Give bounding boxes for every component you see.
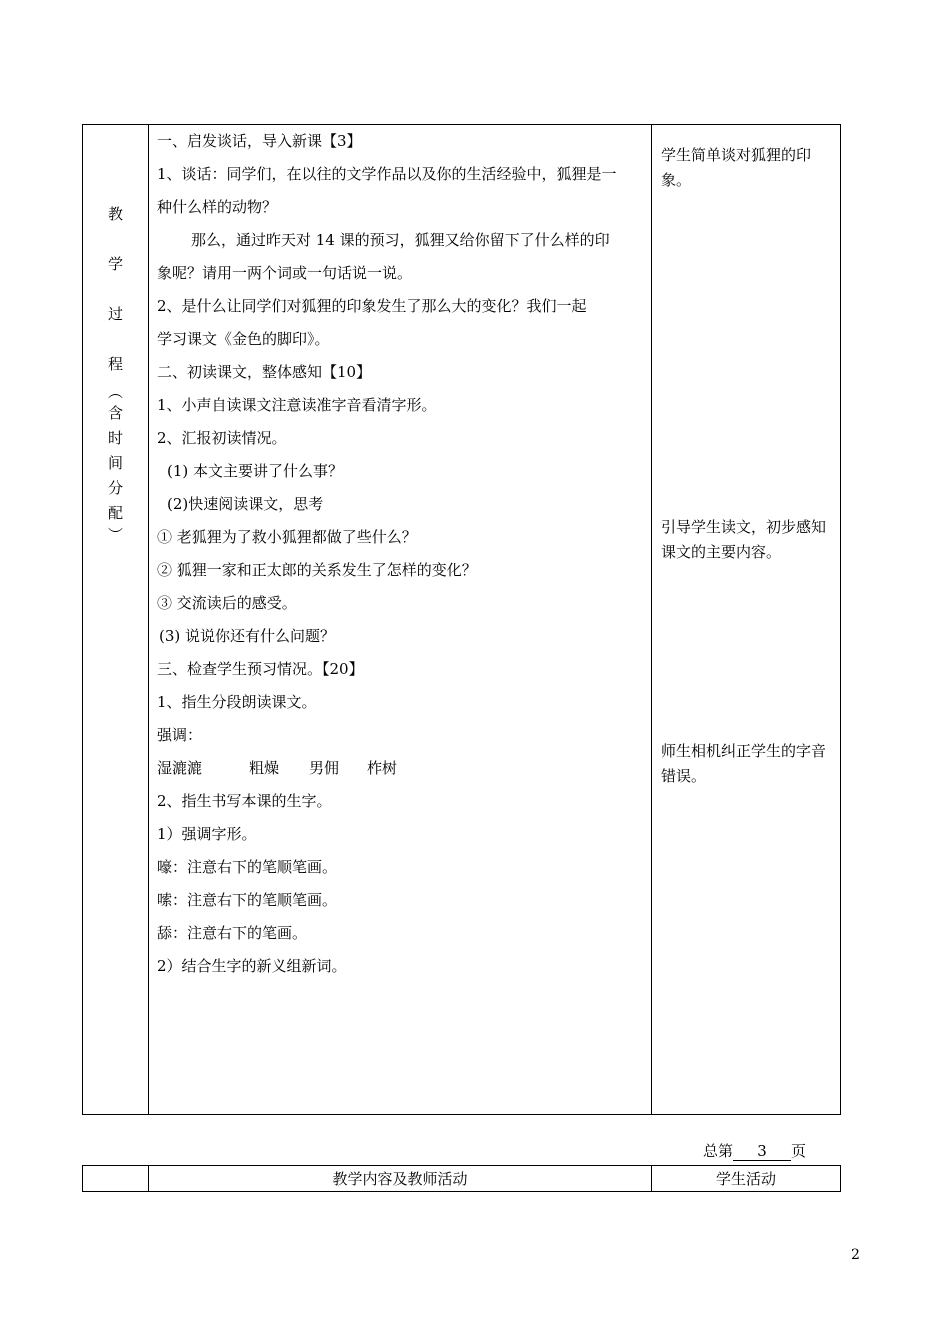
label-sub-char: 间	[107, 454, 123, 472]
label-sub-char: 时	[107, 429, 123, 447]
page-count-number: 3	[733, 1141, 791, 1161]
content-line: 一、启发谈话，导入新课【3】	[157, 132, 362, 150]
label-char: 学	[107, 255, 123, 273]
column-divider	[148, 125, 149, 1114]
label-char: 教	[107, 205, 123, 223]
content-line: (3) 说说你还有什么问题？	[159, 627, 336, 645]
section-label	[83, 197, 148, 544]
content-line: 象呢？请用一两个词或一句话说一说。	[157, 264, 413, 282]
content-line: 1、谈话：同学们，在以往的文学作品以及你的生活经验中，狐狸是一	[157, 165, 617, 183]
label-char: 过	[107, 305, 123, 323]
content-line: 那么，通过昨天对 14 课的预习，狐狸又给你留下了什么样的印	[191, 231, 610, 249]
content-line: 种什么样的动物？	[157, 198, 278, 216]
content-line: (1) 本文主要讲了什么事？	[167, 462, 344, 480]
content-line: ② 狐狸一家和正太郎的关系发生了怎样的变化？	[157, 561, 477, 579]
label-paren-open: ︵	[107, 383, 123, 401]
emphasis-word: 男佣	[309, 759, 340, 777]
page-count-prefix: 总第	[703, 1142, 734, 1160]
label-char: 程	[107, 355, 123, 373]
content-line: 三、检查学生预习情况。【20】	[157, 660, 364, 678]
content-line: 2）结合生字的新义组新词。	[157, 957, 347, 975]
content-line: 1）强调字形。	[157, 825, 257, 843]
content-line: 1、小声自读课文注意读准字音看清字形。	[157, 396, 437, 414]
content-line: 2、是什么让同学们对狐狸的印象发生了那么大的变化？我们一起	[157, 297, 587, 315]
column-divider	[651, 125, 652, 1114]
student-activity: 引导学生读文，初步感知课文的主要内容。	[661, 518, 827, 561]
page-count-suffix: 页	[791, 1142, 807, 1160]
lesson-table	[82, 124, 841, 1115]
content-line: 嚎：注意右下的笔顺笔画。	[157, 858, 338, 876]
content-line: ③ 交流读后的感受。	[157, 594, 297, 612]
label-paren-close: ︶	[107, 526, 123, 544]
content-line: 二、初读课文，整体感知【10】	[157, 363, 372, 381]
label-sub-char: 分	[107, 479, 123, 497]
content-line: 2、指生书写本课的生字。	[157, 792, 332, 810]
header-row-table	[82, 1165, 841, 1192]
header-student-activity: 学生活动	[715, 1170, 776, 1188]
content-line: 强调：	[157, 726, 203, 744]
total-page-count	[703, 1140, 806, 1161]
content-line: (2)快速阅读课文，思考	[167, 495, 324, 513]
student-activity: 学生简单谈对狐狸的印象。	[661, 146, 812, 189]
label-sub-char: 含	[107, 404, 123, 422]
header-teaching-content: 教学内容及教师活动	[332, 1170, 468, 1188]
content-line: 1、指生分段朗读课文。	[157, 693, 317, 711]
student-activity: 师生相机纠正学生的字音错误。	[661, 742, 827, 785]
emphasis-word: 柞树	[367, 759, 398, 777]
content-line: 嗦：注意右下的笔顺笔画。	[157, 891, 338, 909]
emphasis-word: 粗燥	[249, 759, 280, 777]
label-sub-char: 配	[107, 504, 123, 522]
teaching-content	[157, 125, 645, 983]
emphasis-words	[157, 752, 645, 785]
content-line: 学习课文《金色的脚印》。	[157, 330, 330, 348]
content-line: 舔：注意右下的笔画。	[157, 924, 308, 942]
emphasis-word: 湿漉漉	[157, 759, 203, 777]
page-number: 2	[851, 1247, 860, 1263]
content-line: 2、汇报初读情况。	[157, 429, 287, 447]
content-line: ① 老狐狸为了救小狐狸都做了些什么？	[157, 528, 417, 546]
